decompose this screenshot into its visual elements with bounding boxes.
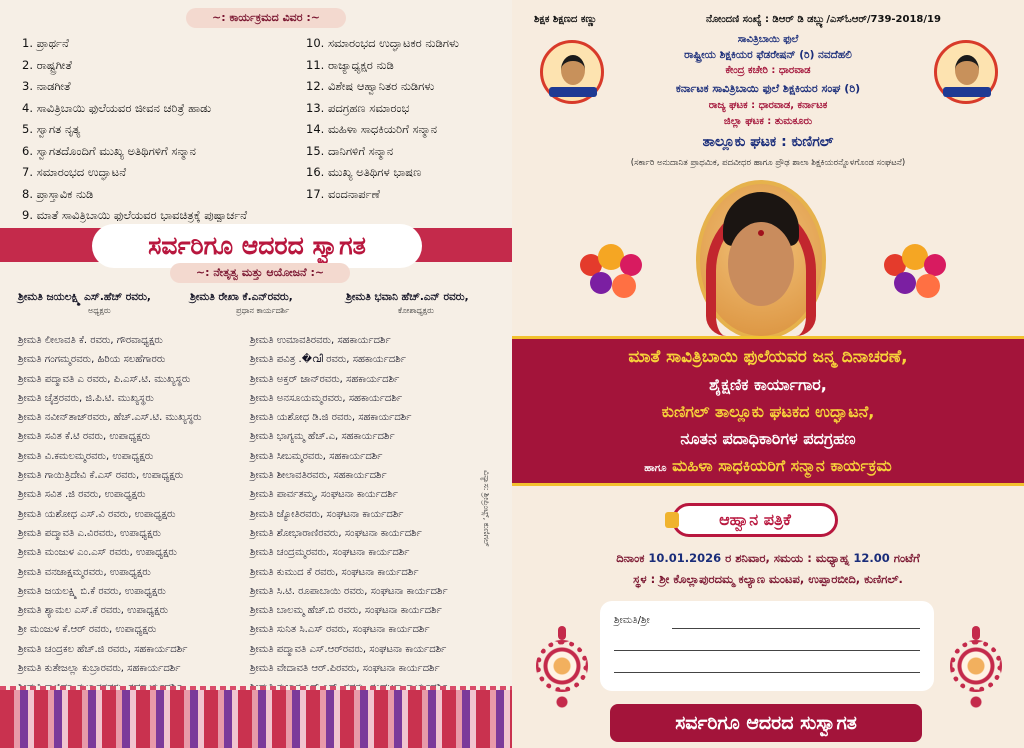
member-entry: ಶ್ರೀಮತಿ ಯಶೋಧ ಡಿ.ಜಿ ರವರು, ಸಹಕಾರ್ಯದರ್ಶಿ <box>250 412 412 424</box>
designer-credit: ವಿನ್ಯಾಸ: ಶ್ರೀಪ್ರಿಂಟ್ಸ್, ಕುಣಿಗಲ್ <box>482 470 491 547</box>
event-title-banner <box>512 336 1024 486</box>
agenda-column-2 <box>306 33 459 205</box>
federation-logo <box>540 40 604 104</box>
flower-bouquet-right <box>878 240 954 306</box>
member-entry: ಶ್ರೀಮತಿ ಶ್ಯಾಮಲ ಎಸ್.ಕೆ ರವರು, ಉಪಾಧ್ಯಕ್ಷರು <box>18 605 169 617</box>
member-entry: ಶ್ರೀಮತಿ ಕುತೇಜಲ್ಲಾ ಕುಬ್ರಾರವರು, ಸಹಕಾರ್ಯದರ್ಶಿ <box>18 663 181 675</box>
event-line-last <box>512 456 1024 476</box>
footer-welcome: ಸರ್ವರಿಗೂ ಆದರದ ಸುಸ್ವಾಗತ <box>610 704 922 742</box>
member-entry: ಶ್ರೀಮತಿ ಯಶೋಧ ಎಸ್.ವಿ ರವರು, ಉಪಾಧ್ಯಕ್ಷರು <box>18 508 176 520</box>
agenda-item: 16. ಮುಖ್ಯ ಅತಿಥಿಗಳ ಭಾಷಣ <box>306 165 422 179</box>
addressee-card <box>600 601 934 691</box>
taluk-unit: ತಾಲ್ಲೂಕು ಘಟಕ : ಕುಣಿಗಲ್ <box>702 134 834 150</box>
rangoli-left <box>530 626 594 712</box>
agenda-column-1 <box>22 33 247 227</box>
agenda-item: 6. ಸ್ವಾಗತದೊಂದಿಗೆ ಮುಖ್ಯ ಅತಿಥಿಗಳಿಗೆ ಸನ್ಮಾನ <box>22 143 196 158</box>
member-entry: ಶ್ರೀಮತಿ ನವೀನ್‌ತಾಜ್‌ರವರು, ಹೆಚ್.ಎಸ್.ಟಿ. ಮುಖ್ಯಸ್ಥರು <box>18 412 202 424</box>
agenda-item: 13. ಪದಗ್ರಹಣ ಸಮಾರಂಭ <box>306 100 410 115</box>
member-entry: ಶ್ರೀಮತಿ ಅಕ್ತರ್ ಜಾನ್‌ರವರು, ಸಹಕಾರ್ಯದರ್ಶಿ <box>250 373 400 385</box>
event-last-prefix: ಹಾಗೂ <box>644 463 667 474</box>
agenda-item: 9. ಮಾತೆ ಸಾವಿತ್ರಿಬಾಯಿ ಫುಲೆಯವರ ಭಾವಚಿತ್ರಕ್ಕೆ ಪುಷ್ಪಾರ್ಚನೆ <box>22 208 248 222</box>
association-logo <box>934 40 998 104</box>
member-entry: ಶ್ರೀಮತಿ ಭಾಗ್ಯಮ್ಮ ಹೆಚ್.ಎ, ಸಹಕಾರ್ಯದರ್ಶಿ <box>250 431 395 443</box>
rangoli-right <box>944 626 1008 712</box>
agenda-item: 8. ಪ್ರಾಸ್ತಾವಿಕ ನುಡಿ <box>22 186 94 201</box>
agenda-item: 2. ರಾಷ್ಟ್ರಗೀತೆ <box>22 57 72 72</box>
agenda-item: 17. ವಂದನಾರ್ಪಣೆ <box>306 186 381 201</box>
event-last: ಮಹಿಳಾ ಸಾಧಕಿಯರಿಗೆ ಸನ್ಮಾನ ಕಾರ್ಯಕ್ರಮ <box>672 456 892 475</box>
agenda-item: 7. ಸಮಾರಂಭದ ಉದ್ಘಾಟನೆ <box>22 165 127 179</box>
decorative-border <box>0 690 512 748</box>
member-entry: ಶ್ರೀಮತಿ ಚಂದ್ರಕಲ ಹೆಚ್.ಜಿ ರವರು, ಸಹಕಾರ್ಯದರ್ಶಿ <box>18 643 188 655</box>
member-entry: ಶ್ರೀಮತಿ ಚೈತ್ರರವರು, ಜಿ.ಪಿ.ಟಿ. ಮುಖ್ಯಸ್ಥರು <box>18 392 154 404</box>
leader-name: ಶ್ರೀಮತಿ ರೇಖಾ ಕೆ.ಎನ್‌ರವರು, <box>190 291 293 303</box>
registration-number: ನೋಂದಣಿ ಸಂಖ್ಯೆ : ಡಿಆರ್ ಡಿ ಡಬ್ಲ್ಯು/ಎಸ್‌ಓಆರ್/739-2018/19 <box>706 14 941 25</box>
agenda-item: 14. ಮಹಿಳಾ ಸಾಧಕಿಯರಿಗೆ ಸನ್ಮಾನ <box>306 122 437 136</box>
header-line: ರಾಜ್ಯ ಘಟಕ : ಧಾರವಾಡ, ಕರ್ನಾಟಕ <box>708 100 828 111</box>
venue-line: ಸ್ಥಳ : ಶ್ರೀ ಕೊಲ್ಲಾಪುರದಮ್ಮ ಕಲ್ಯಾಣ ಮಂಟಪ, ಉಪ್ಪಾರಬೀದಿ, ಕುಣಿಗಲ್. <box>633 572 903 586</box>
event-time: 12.00 <box>853 551 890 565</box>
member-entry: ಶ್ರೀಮತಿ ಸೀಬಮ್ಮರವರು, ಸಹಕಾರ್ಯದರ್ಶಿ <box>250 450 383 462</box>
member-entry: ಶ್ರೀಮತಿ ವನಜಾಕ್ಷಮ್ಮರವರು, ಉಪಾಧ್ಯಕ್ಷರು <box>18 566 151 578</box>
leader-name: ಶ್ರೀಮತಿ ಜಯಲಕ್ಷ್ಮಿ ಎಸ್.ಹೆಚ್ ರವರು, <box>18 291 151 303</box>
event-line: ಮಾತೆ ಸಾವಿತ್ರಿಬಾಯಿ ಫುಲೆಯವರ ಜನ್ಮ ದಿನಾಚರಣೆ, <box>628 347 908 367</box>
address-line <box>614 672 920 673</box>
agenda-item: 4. ಸಾವಿತ್ರಿಬಾಯಿ ಫುಲೆಯವರ ಜೀವನ ಚರಿತ್ರೆ ಹಾಡು <box>22 100 212 115</box>
member-entry: ಶ್ರೀಮತಿ ಚಂದ್ರಮ್ಮರವರು, ಸಂಘಟನಾ ಕಾರ್ಯದರ್ಶಿ <box>250 547 410 559</box>
event-line: ನೂತನ ಪದಾಧಿಕಾರಿಗಳ ಪದಗ್ರಹಣ <box>680 429 856 448</box>
agenda-item: 11. ರಾಜ್ಯಾಧ್ಯಕ್ಷರ ನುಡಿ <box>306 57 394 72</box>
member-entry: ಶ್ರೀಮತಿ ಗಾಯಿತ್ರಿದೇವಿ ಕೆ.ಎಸ್ ರವರು, ಉಪಾಧ್ಯಕ್ಷರು <box>18 470 184 482</box>
member-entry: ಶ್ರೀಮತಿ ವೇದಾವತಿ ಆರ್.ಪಿರವರು, ಸಂಘಟನಾ ಕಾರ್ಯದರ್ಶಿ <box>250 663 440 675</box>
member-entry: ಶ್ರೀಮತಿ ಸಿ.ಟಿ. ರೂಪಾಬಾಯಿ ರವರು, ಸಂಘಟನಾ ಕಾರ್ಯದರ್ಶಿ <box>250 585 448 597</box>
agenda-item: 3. ನಾಡಗೀತೆ <box>22 79 71 93</box>
member-entry: ಶ್ರೀಮತಿ ಸವಿತ ಕೆ.ಟಿ ರವರು, ಉಪಾಧ್ಯಕ್ಷರು <box>18 431 151 443</box>
member-entry: ಶ್ರೀಮತಿ ಸುನಿತ ಸಿ.ಎಸ್ ರವರು, ಸಂಘಟನಾ ಕಾರ್ಯದರ್ಶಿ <box>250 624 430 636</box>
member-entry: ಶ್ರೀಮತಿ ಲೀಲಾವತಿ ಕೆ. ರವರು, ಗೌರವಾಧ್ಯಕ್ಷರು <box>18 335 163 346</box>
members-column-2 <box>250 331 448 698</box>
agenda-item: 5. ಸ್ವಾಗತ ನೃತ್ಯ <box>22 122 81 136</box>
leader-role: ಪ್ರಧಾನ ಕಾರ್ಯದರ್ಶಿ <box>236 306 290 315</box>
event-line: ಶೈಕ್ಷಣಿಕ ಕಾರ್ಯಾಗಾರ, <box>709 375 827 394</box>
member-entry: ಶ್ರೀಮತಿ ಸವಿತ .ಜಿ ರವರು, ಉಪಾಧ್ಯಕ್ಷರು <box>18 489 146 501</box>
member-entry: ಶ್ರೀಮತಿ ಉಮಾವತಿರವರು, ಸಹಕಾರ್ಯದರ್ಶಿ <box>250 335 391 346</box>
member-entry: ಶ್ರೀಮತಿ ಕುಮುದ ಕೆ ರವರು, ಸಂಘಟನಾ ಕಾರ್ಯದರ್ಶಿ <box>250 566 419 578</box>
agenda-item: 10. ಸಮಾರಂಭದ ಉದ್ಘಾಟಕರ ನುಡಿಗಳು <box>306 36 459 50</box>
flower-bouquet-left <box>574 240 650 306</box>
agenda-item: 12. ವಿಶೇಷ ಆಹ್ವಾನಿತರ ನುಡಿಗಳು <box>306 79 435 93</box>
member-entry: ಶ್ರೀಮತಿ ಬಾಲಮ್ಮ ಹೆಚ್.ಬಿ ರವರು, ಸಂಘಟನಾ ಕಾರ್ಯದರ್ಶಿ <box>250 605 442 617</box>
member-entry: ಶ್ರೀಮತಿ ಪದ್ಮಾವತಿ ಎ.ವಿರವರು, ಉಪಾಧ್ಯಕ್ಷರು <box>18 527 161 539</box>
date-time-line <box>512 551 1024 566</box>
member-entry: ಶ್ರೀಮತಿ ಗಂಗಮ್ಮರವರು, ಹಿರಿಯ ಸಲಹೆಗಾರರು <box>18 354 166 366</box>
tagline: ಶಿಕ್ಷಕ ಶಿಕ್ಷಣದ ಕಣ್ಣು <box>534 14 597 25</box>
address-line <box>614 650 920 651</box>
member-entry: ಶ್ರೀಮತಿ ಮಂಜುಳ ಎಂ.ಎಸ್ ರವರು, ಉಪಾಧ್ಯಕ್ಷರು <box>18 547 177 559</box>
leader-role: ಅಧ್ಯಕ್ಷರು <box>88 306 111 315</box>
leader-name: ಶ್ರೀಮತಿ ಭವಾನಿ ಹೆಚ್.ಎನ್ ರವರು, <box>346 291 469 303</box>
leadership-title: ~: ನೇತೃತ್ವ ಮತ್ತು ಆಯೋಜನೆ :~ <box>170 263 350 283</box>
time-suffix: ಗಂಟೆಗೆ <box>893 551 920 565</box>
member-entry: ಶ್ರೀಮತಿ ಪಾರ್ವತಮ್ಮ, ಸಂಘಟನಾ ಕಾರ್ಯದರ್ಶಿ <box>250 489 398 501</box>
header-line: ಜಿಲ್ಲಾ ಘಟಕ : ತುಮಕೂರು <box>723 116 813 127</box>
agenda-title: ~: ಕಾರ್ಯಕ್ರಮದ ವಿವರ :~ <box>186 8 346 28</box>
member-entry: ಶ್ರೀಮತಿ ಶೀಲಾವತಿರವರು, ಸಹಕಾರ್ಯದರ್ಶಿ <box>250 470 387 482</box>
member-entry: ಶ್ರೀಮತಿ ಪದ್ಮಾವತಿ ಎ ರವರು, ಪಿ.ಎಸ್.ಟಿ. ಮುಖ್ಯಸ್ಥರು <box>18 373 191 385</box>
agenda-item: 15. ದಾನಿಗಳಿಗೆ ಸನ್ಮಾನ <box>306 143 394 158</box>
member-entry: ಶ್ರೀಮತಿ ಪದ್ಮಾವತಿ ಎಸ್.ಆರ್‌ರವರು, ಸಂಘಟನಾ ಕಾರ್ಯದರ್ಶಿ <box>250 643 447 655</box>
member-entry: ಶ್ರೀಮತಿ ಪವಿತ್ರ .�വി ರವರು, ಸಹಕಾರ್ಯದರ್ಶಿ <box>250 354 406 366</box>
member-entry: ಶ್ರೀ ಮಂಜುಳ ಕೆ.ಆರ್ ರವರು, ಉಪಾಧ್ಯಕ್ಷರು <box>18 624 157 636</box>
header-line: ಸಾವಿತ್ರಿಬಾಯಿ ಫುಲೆ <box>737 34 799 45</box>
header-line: ರಾಷ್ಟ್ರೀಯ ಶಿಕ್ಷಕಿಯರ ಫೆಡರೇಷನ್ (ರಿ) ನವದೆಹಲಿ <box>684 49 852 61</box>
member-entry: ಶ್ರೀಮತಿ ಜಯಲಕ್ಷ್ಮಿ ಬಿ.ಕೆ ರವರು, ಉಪಾಧ್ಯಕ್ಷರು <box>18 585 166 597</box>
invitation-label: ಆಹ್ವಾನ ಪತ್ರಿಕೆ <box>672 503 838 537</box>
header-line: ಕರ್ನಾಟಕ ಸಾವಿತ್ರಿಬಾಯಿ ಫುಲೆ ಶಿಕ್ಷಕಿಯರ ಸಂಘ (ರಿ) <box>675 82 861 95</box>
date-label: ದಿನಾಂಕ <box>616 551 645 565</box>
leader-role: ಕೋಶಾಧ್ಯಕ್ಷರು <box>398 306 434 315</box>
agenda-item: 1. ಪ್ರಾರ್ಥನೆ <box>22 36 69 50</box>
member-entry: ಶ್ರೀಮತಿ ವಿ.ಕಮಲಮ್ಮರವರು, ಉಪಾಧ್ಯಕ್ಷರು <box>18 450 154 462</box>
organisation-note: (ಸರ್ಕಾರಿ ಅನುದಾನಿತ ಪ್ರಾಥಮಿಕ, ಪದವೀಧರ ಹಾಗೂ ಪ್ರೌಢ ಶಾಲಾ ಶಿಕ್ಷಕಿಯರನ್ನೊಳಗೊಂಡ ಸಂಘಟನೆ) <box>630 158 906 168</box>
member-entry: ಶ್ರೀಮತಿ ಶೋಭಾರಾಣಿರವರು, ಸಂಘಟನಾ ಕಾರ್ಯದರ್ಶಿ <box>250 527 422 539</box>
addressee-label: ಶ್ರೀಮತಿ/ಶ್ರೀ <box>614 615 650 626</box>
welcome-banner: ಸರ್ವರಿಗೂ ಆದರದ ಸ್ವಾಗತ <box>92 224 422 268</box>
header-line: ಕೇಂದ್ರ ಕಚೇರಿ : ಧಾರವಾಡ <box>725 65 811 76</box>
savitribai-phule-portrait <box>696 180 826 340</box>
members-column-1 <box>18 331 202 698</box>
event-line: ಕುಣಿಗಲ್ ತಾಲ್ಲೂಕು ಘಟಕದ ಉದ್ಘಾಟನೆ, <box>661 402 875 421</box>
date-rest: ರ ಶನಿವಾರ, ಸಮಯ : ಮಧ್ಯಾಹ್ನ <box>725 551 850 565</box>
address-line <box>672 628 920 629</box>
member-entry: ಶ್ರೀಮತಿ ಜ್ಯೋತಿರವರು, ಸಂಘಟನಾ ಕಾರ್ಯದರ್ಶಿ <box>250 508 404 520</box>
member-entry: ಶ್ರೀಮತಿ ಅನಸೂಯಮ್ಮರವರು, ಸಹಕಾರ್ಯದರ್ಶಿ <box>250 392 403 404</box>
event-date: 10.01.2026 <box>648 551 722 565</box>
